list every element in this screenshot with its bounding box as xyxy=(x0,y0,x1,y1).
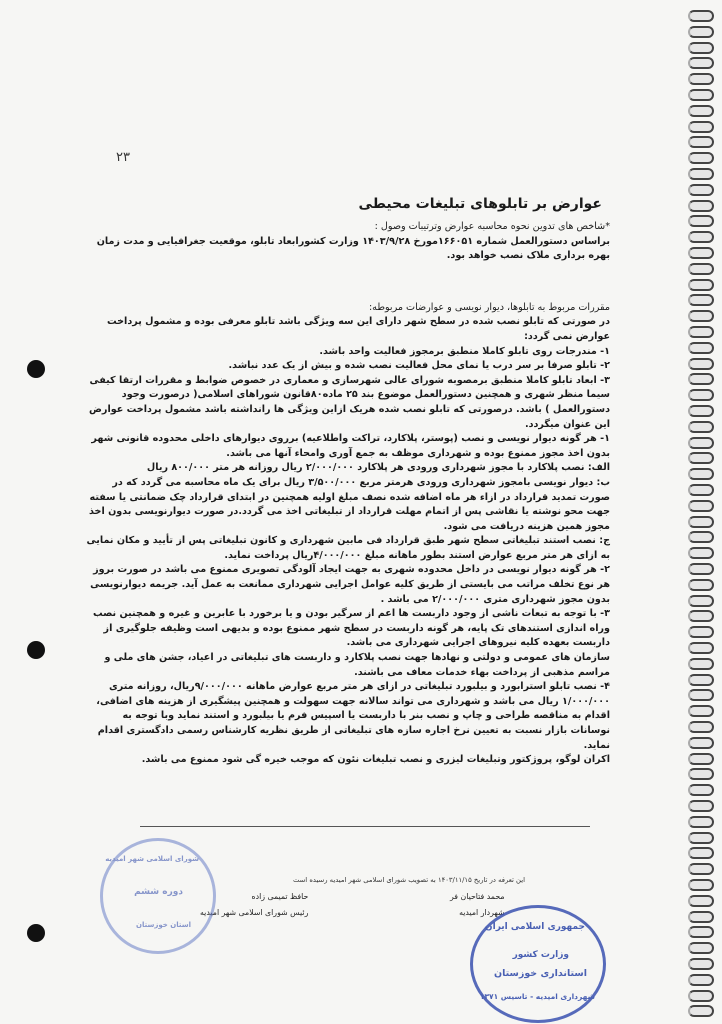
spiral-coil xyxy=(688,1005,714,1017)
spiral-coil xyxy=(688,674,714,686)
council-stamp-line: شورای اسلامی شهر امیدیه xyxy=(105,855,199,863)
spiral-coil xyxy=(688,879,714,891)
spiral-coil xyxy=(688,73,714,85)
spiral-coil xyxy=(688,626,714,638)
paragraph: ۲- هر گونه دیوار نویسی در داخل محدوده شهری به جهت ایجاد آلودگی تصویری ممنوع می باشد در صورت بروز هر نوع تخلف مراتب می بایستی از طریق کلیه عوامل اجرایی شهرداری ممانعت به عمل آید. جریمه دیوارنویسی بدون مجوز شهرداری متری ۲/۰۰۰/۰۰۰ می باشد . xyxy=(90,564,610,605)
spiral-coil xyxy=(688,816,714,828)
spiral-coil xyxy=(688,579,714,591)
spiral-coil xyxy=(688,405,714,417)
spiral-coil xyxy=(688,832,714,844)
spiral-coil xyxy=(688,358,714,370)
council-chair-name: حافظ تمیمی زاده xyxy=(251,892,309,901)
spiral-coil xyxy=(688,342,714,354)
mayor-title: شهردار امیدیه xyxy=(459,908,505,917)
spiral-coil xyxy=(688,974,714,986)
spiral-coil xyxy=(688,373,714,385)
paragraph: ب: دیوار نویسی بامجوز شهرداری ورودی هرمتر مربع ۳/۵۰۰/۰۰۰ ریال برای یک ماه محاسبه می گردد که در صورت تمدید قرارداد در ازاء هر ماه اضافه شده نصف مبلغ اولیه همچنین در ابتدای قرارداد چک ضمانتی یا سفته جهت محو نوشته یا نقاشی پس از اتمام مهلت قرارداد از تبلیغاتی اخذ می گردد.در صورت دیوارنویسی بدون اخذ مجوز همین هزینه دریافت می شود. xyxy=(89,476,610,532)
spiral-coil xyxy=(688,247,714,259)
municipality-stamp-line: وزارت کشور xyxy=(512,950,569,960)
spiral-coil xyxy=(688,326,714,338)
spiral-coil xyxy=(688,863,714,875)
spiral-coil xyxy=(688,168,714,180)
spiral-coil xyxy=(688,263,714,275)
council-stamp-line: دوره ششم xyxy=(134,887,183,897)
spiral-coil xyxy=(688,294,714,306)
spiral-coil xyxy=(688,990,714,1002)
spiral-coil xyxy=(688,184,714,196)
paragraph: براساس دستورالعمل شماره ۱۶۶۰۵۱مورخ ۱۴۰۳/۹/۲۸ وزارت کشورابعاد تابلو، موقعیت جغرافیایی و مدت زمان بهره برداری ملاک نصب خواهد بود. xyxy=(96,235,610,262)
spiral-coil xyxy=(688,136,714,148)
spiral-coil xyxy=(688,895,714,907)
spiral-coil xyxy=(688,610,714,622)
spiral-coil xyxy=(688,500,714,512)
paragraph: مقررات مربوط به تابلوها، دیوار نویسی و عوارضات مربوطه: xyxy=(368,301,610,313)
spiral-coil xyxy=(688,200,714,212)
spiral-coil xyxy=(688,942,714,954)
paragraph: اکران لوگو، پروژکتور وتبلیغات لیزری و نصب تبلیغات نئون که موجب خیره گی شود ممنوع می باشد. xyxy=(141,754,610,766)
mayor-name: محمد فتاحیان فر xyxy=(450,892,505,901)
spiral-coil xyxy=(688,784,714,796)
municipality-stamp-line: جمهوری اسلامی ایران xyxy=(484,922,585,932)
paragraph: ۴- نصب تابلو استرابورد و بیلبورد تبلیغاتی در ازای هر متر مربع عوارض ماهانه ۹/۰۰۰/۰۰۰ریال، روزانه متری ۱/۰۰۰/۰۰۰ ریال می باشد و شهرداری می تواند سالانه جهت سهولت و همچنین پیشگیری از هزینه های اضافی، اقدام به مناقصه طراحی و چاپ و نصب بنر با داربست یا اسپیس فرم یا بیلبورد و استند نماید وبا توجه به نوسانات بازار نسبت به تعیین نرخ اجاره سازه های تبلیغاتی از طریق نظریه کارشناس رسمی دادگستری اقدام نماید. xyxy=(96,681,610,751)
spiral-coil xyxy=(688,215,714,227)
municipality-stamp-line: شهرداری امیدیه - تاسیس ۱۳۷۱ xyxy=(479,992,595,1001)
spiral-coil xyxy=(688,310,714,322)
spiral-binding xyxy=(688,0,714,1024)
spiral-coil xyxy=(688,452,714,464)
spiral-coil xyxy=(688,231,714,243)
spiral-coil xyxy=(688,926,714,938)
paragraph: ۲- تابلو صرفا بر سر درب یا نمای محل فعالیت نصب شده و بیش از یک عدد نباشد. xyxy=(228,360,610,372)
spiral-coil xyxy=(688,737,714,749)
footer-divider xyxy=(140,826,590,827)
spiral-coil xyxy=(688,705,714,717)
spiral-coil xyxy=(688,753,714,765)
spiral-coil xyxy=(688,105,714,117)
municipality-stamp xyxy=(470,905,606,1023)
paragraph: سازمان های عمومی و دولتی و نهادها جهت نصب پلاکارد و داربست های تبلیغاتی در اعیاد، جشن های ملی و مراسم مذهبی از پرداخت بهاء خدمات معاف می باشند. xyxy=(104,652,610,678)
paragraph: در صورتی که تابلو نصب شده در سطح شهر دارای این سه ویژگی باشد تابلو معرفی بوده و مشمول پرداخت عوارض نمی گردد: xyxy=(106,316,610,342)
spiral-coil xyxy=(688,437,714,449)
spiral-coil xyxy=(688,121,714,133)
spiral-coil xyxy=(688,595,714,607)
council-stamp-line: استان خوزستان xyxy=(136,921,191,929)
document-body xyxy=(82,196,610,768)
council-stamp xyxy=(100,838,216,954)
spiral-coil xyxy=(688,516,714,528)
paragraph: *شاخص های تدوین نحوه محاسبه عوارض وترتیبات وصول : xyxy=(374,221,610,232)
paragraph: ۱- هر گونه دیوار نویسی و نصب (پوستر، پلاکارد، تراکت واطلاعیه) برروی دیوارهای داخلی محدوده قانونی شهر بدون اخذ مجوز ممنوع بوده و شهرداری موظف به جمع آوری وامحاء آنها می باشد. xyxy=(91,433,610,459)
spiral-coil xyxy=(688,547,714,559)
punch-hole-bottom xyxy=(27,924,45,942)
spiral-coil xyxy=(688,42,714,54)
spiral-coil xyxy=(688,911,714,923)
spiral-coil xyxy=(688,531,714,543)
spiral-coil xyxy=(688,958,714,970)
municipality-stamp-line: استانداری خوزستان xyxy=(493,968,587,979)
paragraph: ج: نصب استند تبلیغاتی سطح شهر طبق قرارداد فی مابین شهرداری و کانون تبلیغاتی پس از تأیید و مکان نمایی به ازای هر متر مربع عوارض استند بطور ماهانه مبلغ ۴/۰۰۰/۰۰۰ریال پرداخت نماید. xyxy=(86,535,610,561)
spiral-coil xyxy=(688,721,714,733)
spiral-coil xyxy=(688,389,714,401)
council-chair-title: رئیس شورای اسلامی شهر امیدیه xyxy=(200,908,309,917)
spiral-coil xyxy=(688,152,714,164)
paragraph: ۳- ابعاد تابلو کاملا منطبق برمصوبه شورای عالی شهرسازی و معماری در خصوص ضوابط و مقررات ارتقا کیفی سیما منظر شهری و همچنین دستورالعمل موضوع بند ۲۵ ماده۸۰قانون شوراهای اسلامی( درصورت وجود دستورالعمل ) باشد. درصورتی که تابلو نصب شده هریک ازاین ویژگی ها رانداشته باشد مشمول پرداخت عوارض این عنوان میگردد. xyxy=(89,374,610,430)
spiral-coil xyxy=(688,484,714,496)
spiral-coil xyxy=(688,768,714,780)
spiral-coil xyxy=(688,279,714,291)
paragraph: الف: نصب پلاکارد با مجوز شهرداری ورودی هر پلاکارد ۲/۰۰۰/۰۰۰ ریال روزانه هر متر ۸۰۰/۰۰۰ ریال xyxy=(146,462,610,474)
paragraph-gap xyxy=(82,280,610,285)
spiral-coil xyxy=(688,468,714,480)
spiral-coil xyxy=(688,57,714,69)
spiral-coil xyxy=(688,847,714,859)
council-signature-block xyxy=(200,889,308,921)
paragraph-list xyxy=(82,220,610,768)
spiral-coil xyxy=(688,800,714,812)
spiral-coil xyxy=(688,689,714,701)
spiral-coil xyxy=(688,89,714,101)
punch-hole-middle xyxy=(27,641,45,659)
punch-hole-top xyxy=(27,360,45,378)
paragraph: ۳- با توجه به تبعات ناشی از وجود داربست ها اعم از سرگیر بودن و یا برخورد با عابرین و غیره و همچنین نصب وراه اندازی استندهای تک پایه، هر گونه داربست در سطح شهر ممنوع بوده و بدیهی است وظیفه جلوگیری از داربست بعهده کلیه نیروهای اجرایی شهرداری می باشد. xyxy=(92,608,610,649)
spiral-coil xyxy=(688,26,714,38)
page-number: ۲۳ xyxy=(116,150,130,165)
spiral-coil xyxy=(688,10,714,22)
spiral-coil xyxy=(688,642,714,654)
document-title: عوارض بر تابلوهای تبلیغات محیطی xyxy=(358,196,602,212)
spiral-coil xyxy=(688,421,714,433)
spiral-coil xyxy=(688,563,714,575)
paragraph: ۱- مندرجات روی تابلو کاملا منطبق برمجوز فعالیت واحد باشد. xyxy=(319,345,610,357)
spiral-coil xyxy=(688,658,714,670)
approval-note: این تعرفه در تاریخ ۱۴۰۳/۱۱/۱۵ به تصویب شورای اسلامی شهر امیدیه رسیده است xyxy=(292,876,525,884)
